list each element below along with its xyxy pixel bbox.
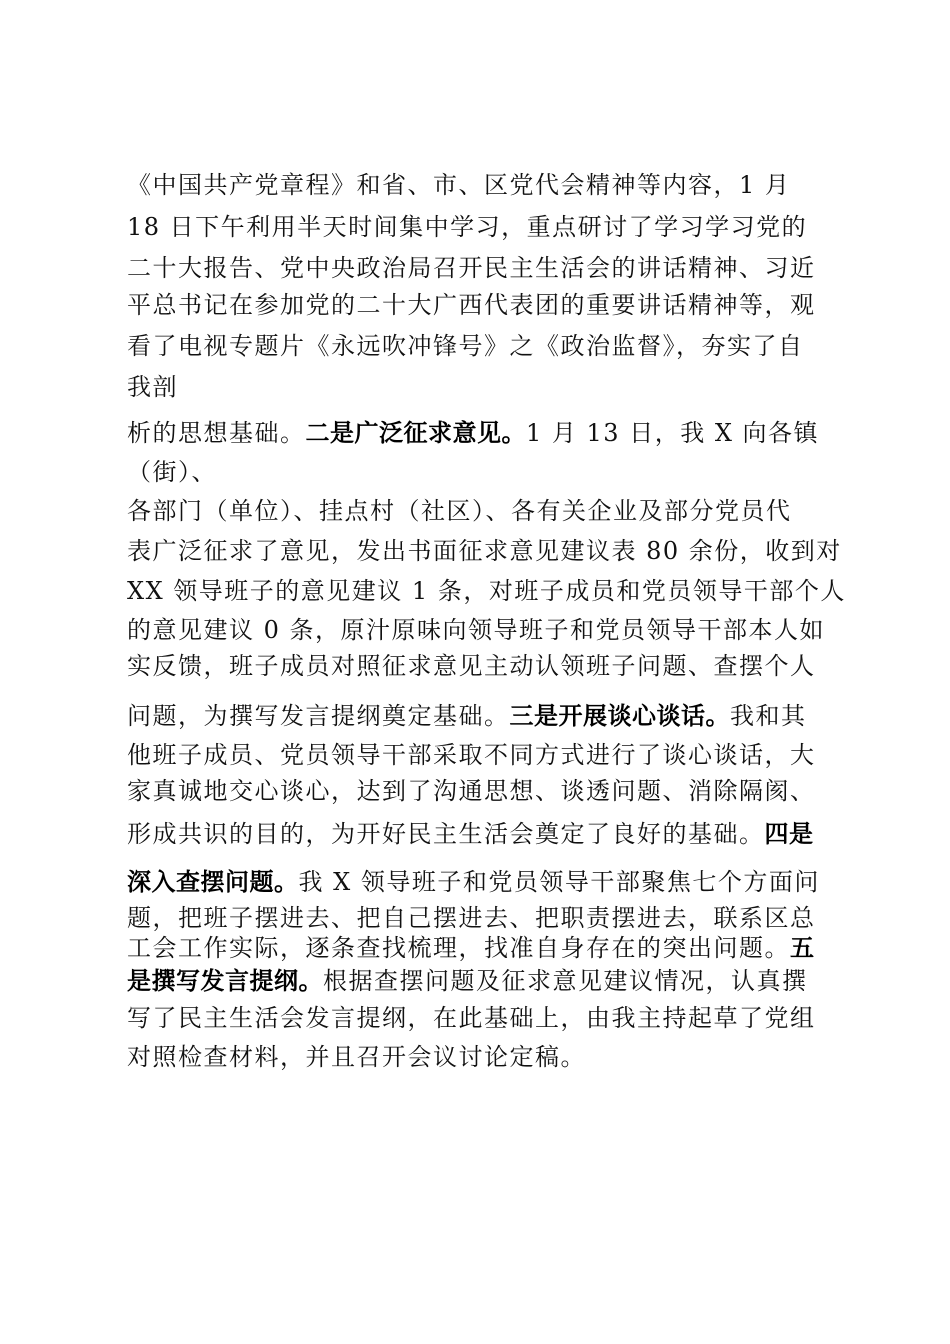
text-line xyxy=(127,701,807,731)
line-text: 形成共识的目的，为开好民主生活会奠定了良好的基础。 xyxy=(127,820,765,848)
text-line xyxy=(127,903,816,933)
line-text-tail: 我和其 xyxy=(730,702,807,730)
line-text: 写了民主生活会发言提纲，在此基础上，由我主持起草了党组 xyxy=(127,1004,816,1032)
text-line xyxy=(127,496,792,526)
line-text: 的意见建议 0 条，原汁原味向领导班子和党员领导干部本人如 xyxy=(127,616,826,644)
text-line xyxy=(127,536,842,566)
line-bold-heading: 二是广泛征求意见。 xyxy=(305,419,526,447)
text-line xyxy=(127,1042,586,1072)
text-line xyxy=(127,1003,816,1033)
line-text: 看了电视专题片《永远吹冲锋号》之《政治监督》，夯实了自 xyxy=(127,332,804,360)
line-text: 实反馈，班子成员对照征求意见主动认领班子问题、查摆个人 xyxy=(127,652,816,680)
line-text: 表广泛征求了意见，发出书面征求意见建议表 80 余份，收到对 xyxy=(127,537,842,565)
text-line xyxy=(127,819,814,849)
line-text: 各部门（单位）、挂点村（社区）、各有关企业及部分党员代 xyxy=(127,497,792,525)
text-line xyxy=(127,372,178,402)
line-text: 对照检查材料，并且召开会议讨论定稿。 xyxy=(127,1043,586,1071)
line-text: 题，把班子摆进去、把自己摆进去、把职责摆进去，联系区总 xyxy=(127,904,816,932)
text-line xyxy=(127,933,815,963)
text-line xyxy=(127,740,816,770)
line-text: 二十大报告、党中央政治局召开民主生活会的讲话精神、习近 xyxy=(127,254,816,282)
line-bold-heading: 五 xyxy=(790,934,815,962)
text-line xyxy=(127,776,816,806)
line-text-tail: 根据查摆问题及征求意见建议情况，认真撰 xyxy=(323,967,808,995)
line-text-tail: 1 月 13 日，我 X 向各镇 xyxy=(526,419,820,447)
line-text: 我剖 xyxy=(127,373,178,401)
text-line xyxy=(127,966,808,996)
line-bold-heading: 深入查摆问题。 xyxy=(127,868,299,896)
line-text: （街）、 xyxy=(127,458,217,486)
line-text: 平总书记在参加党的二十大广西代表团的重要讲话精神等，观 xyxy=(127,291,816,319)
text-line xyxy=(127,615,825,645)
line-text: 问题，为撰写发言提纲奠定基础。 xyxy=(127,702,510,730)
line-bold-heading: 四是 xyxy=(764,820,814,848)
line-text: 家真诚地交心谈心，达到了沟通思想、谈透问题、消除隔阂、 xyxy=(127,777,816,805)
text-line xyxy=(127,457,217,487)
text-line xyxy=(127,867,820,897)
text-line xyxy=(127,651,816,681)
text-line xyxy=(127,331,804,361)
text-line xyxy=(127,290,816,320)
line-text: 工会工作实际，逐条查找梳理，找准自身存在的突出问题。 xyxy=(127,934,790,962)
line-text: 析的思想基础。 xyxy=(127,419,306,447)
line-text: 他班子成员、党员领导干部采取不同方式进行了谈心谈话，大 xyxy=(127,741,816,769)
text-line xyxy=(127,576,846,606)
text-line xyxy=(127,253,816,283)
line-text-tail: 我 X 领导班子和党员领导干部聚焦七个方面问 xyxy=(298,868,820,896)
line-bold-heading: 是撰写发言提纲。 xyxy=(127,967,323,995)
line-text: 18 日下午利用半天时间集中学习，重点研讨了学习学习党的 xyxy=(127,213,808,241)
text-line xyxy=(127,170,790,200)
line-bold-heading: 三是开展谈心谈话。 xyxy=(509,702,730,730)
line-text: XX 领导班子的意见建议 1 条，对班子成员和党员领导干部个人 xyxy=(127,577,846,605)
text-line xyxy=(127,212,807,242)
text-line xyxy=(127,418,819,448)
line-text: 《中国共产党章程》和省、市、区党代会精神等内容，1 月 xyxy=(127,171,791,199)
